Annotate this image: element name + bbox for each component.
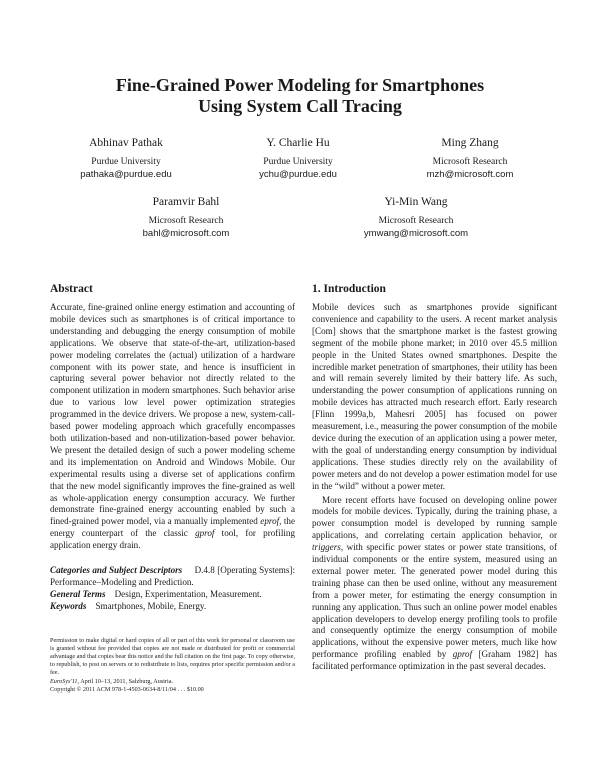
author-affiliation: Purdue University xyxy=(263,157,333,167)
author-name: Paramvir Bahl xyxy=(152,196,220,208)
paper-title-line2: Using System Call Tracing xyxy=(198,96,402,116)
author-affiliation: Microsoft Research xyxy=(432,157,508,167)
intro-heading: 1. Introduction xyxy=(312,283,386,295)
categories-block xyxy=(50,565,295,613)
permission-notice xyxy=(50,637,295,694)
venue-line: EuroSys'11, April 10–13, 2011, Salzburg, Austria. xyxy=(50,677,174,685)
author-email[interactable]: mzh@microsoft.com xyxy=(426,169,514,180)
right-column xyxy=(312,282,557,673)
author-affiliation: Microsoft Research xyxy=(148,216,224,226)
paper-title-line1: Fine-Grained Power Modeling for Smartphones xyxy=(115,75,485,95)
subject-descriptors: Categories and Subject Descriptors D.4.8 [Operating Systems]: Performance–Modeling and Prediction. xyxy=(50,565,295,587)
author-affiliation: Purdue University xyxy=(91,157,161,167)
author-block-2 xyxy=(198,136,398,181)
author-name: Abhinav Pathak xyxy=(89,137,163,149)
abstract-text: Accurate, fine-grained online energy estimation and accounting of mobile devices such as smartphones is of critical importance to understanding and debugging the energy consumption of mobile applications. We observe that state-of-the-art, utilization-based power modeling correlates the (actual) utilization of a hardware component with its power state, and hence is insufficient in capturing several power behavior not directly related to the component utilization in modern smartphones. Such behavior arise due to various low level power optimization strategies programmed in the device drivers. We propose a new, system-call-based power modeling approach which gracefully encompasses both utilization-based and non-utilization-based power behavior. We present the detailed design of such a power modeling scheme and its implementation on Android and Windows Mobile. Our experimental results using a diverse set of applications confirm that the new model significantly improves the fine-grained as well as whole-application energy consumption accuracy. We further demonstrate fine-grained energy accounting enabled by such a fined-grained power model, via a manually implemented eprof, the energy counterpart of the classic gprof tool, for profiling application energy drain. xyxy=(50,302,295,551)
left-column xyxy=(50,282,295,694)
intro-paragraph-1: Mobile devices such as smartphones provide significant convenience and capability to the users. A recent market analysis [Com] shows that the smartphone market is the fastest growing segment of the mobile phone market; in 2010 over 45.5 million people in the United States owned smartphones. Despite the incredible market penetration of smartphones, their utility has been and will remain severely limited by their battery life. As such, understanding the power consumption of applications running on mobile devices has attracted much research effort. Early research [Flinn 1999a,b, Mahesri 2005] has focused on power measurement, i.e., measuring the power consumption of the mobile device during the execution of an application using a power meter, with the goal of understanding energy consumption by individual applications. These studies directly rely on the availability of power meters and do not develop a power estimation model for use in the “wild” without a power meter. xyxy=(312,302,557,491)
intro-paragraph-2: More recent efforts have focused on developing online power models for mobile devices. Typically, during the training phase, a power consumption model is developed by running sample applications, and correlating certain application behavior, or triggers, with specific power states or power state transitions, of individual components or the entire system, measured using an external power meter. The generated power model during this training phase can then be used online, without any measurement from a power meter, for estimating the energy consumption in running any application. Thus such an online power model enables application developers to develop energy profiling tools to profile and consequently optimize the energy consumption of mobile applications, without the expensive power meters, much like how performance profiling enabled by gprof [Graham 1982] has facilitated performance optimization in the past several decades. xyxy=(312,494,557,672)
author-email[interactable]: bahl@microsoft.com xyxy=(142,228,230,239)
author-name: Y. Charlie Hu xyxy=(266,137,330,149)
author-email[interactable]: ychu@purdue.edu xyxy=(259,169,337,180)
general-terms: General Terms Design, Experimentation, Measurement. xyxy=(50,588,262,599)
author-affiliation: Microsoft Research xyxy=(378,216,454,226)
keywords: Keywords Smartphones, Mobile, Energy. xyxy=(50,600,207,611)
permission-text: Permission to make digital or hard copies of all or part of this work for personal or classroom use is granted without fee provided that copies are not made or distributed for profit or commercial advantage and that copies bear this notice and the full citation on the first page. To copy otherwise, to republish, to post on servers or to redistribute to lists, requires prior specific permission and/or a fee. xyxy=(50,636,295,677)
author-name: Yi-Min Wang xyxy=(384,196,448,208)
copyright-line: Copyright © 2011 ACM 978-1-4503-0634-8/11/04 . . . $10.00 xyxy=(50,685,204,693)
author-email[interactable]: ymwang@microsoft.com xyxy=(363,228,469,239)
author-name: Ming Zhang xyxy=(441,137,499,149)
author-block-4 xyxy=(86,195,286,240)
author-email[interactable]: pathaka@purdue.edu xyxy=(80,169,172,180)
author-block-3 xyxy=(370,136,570,181)
author-block-1 xyxy=(26,136,226,181)
author-block-5 xyxy=(316,195,516,240)
abstract-heading: Abstract xyxy=(50,283,93,295)
